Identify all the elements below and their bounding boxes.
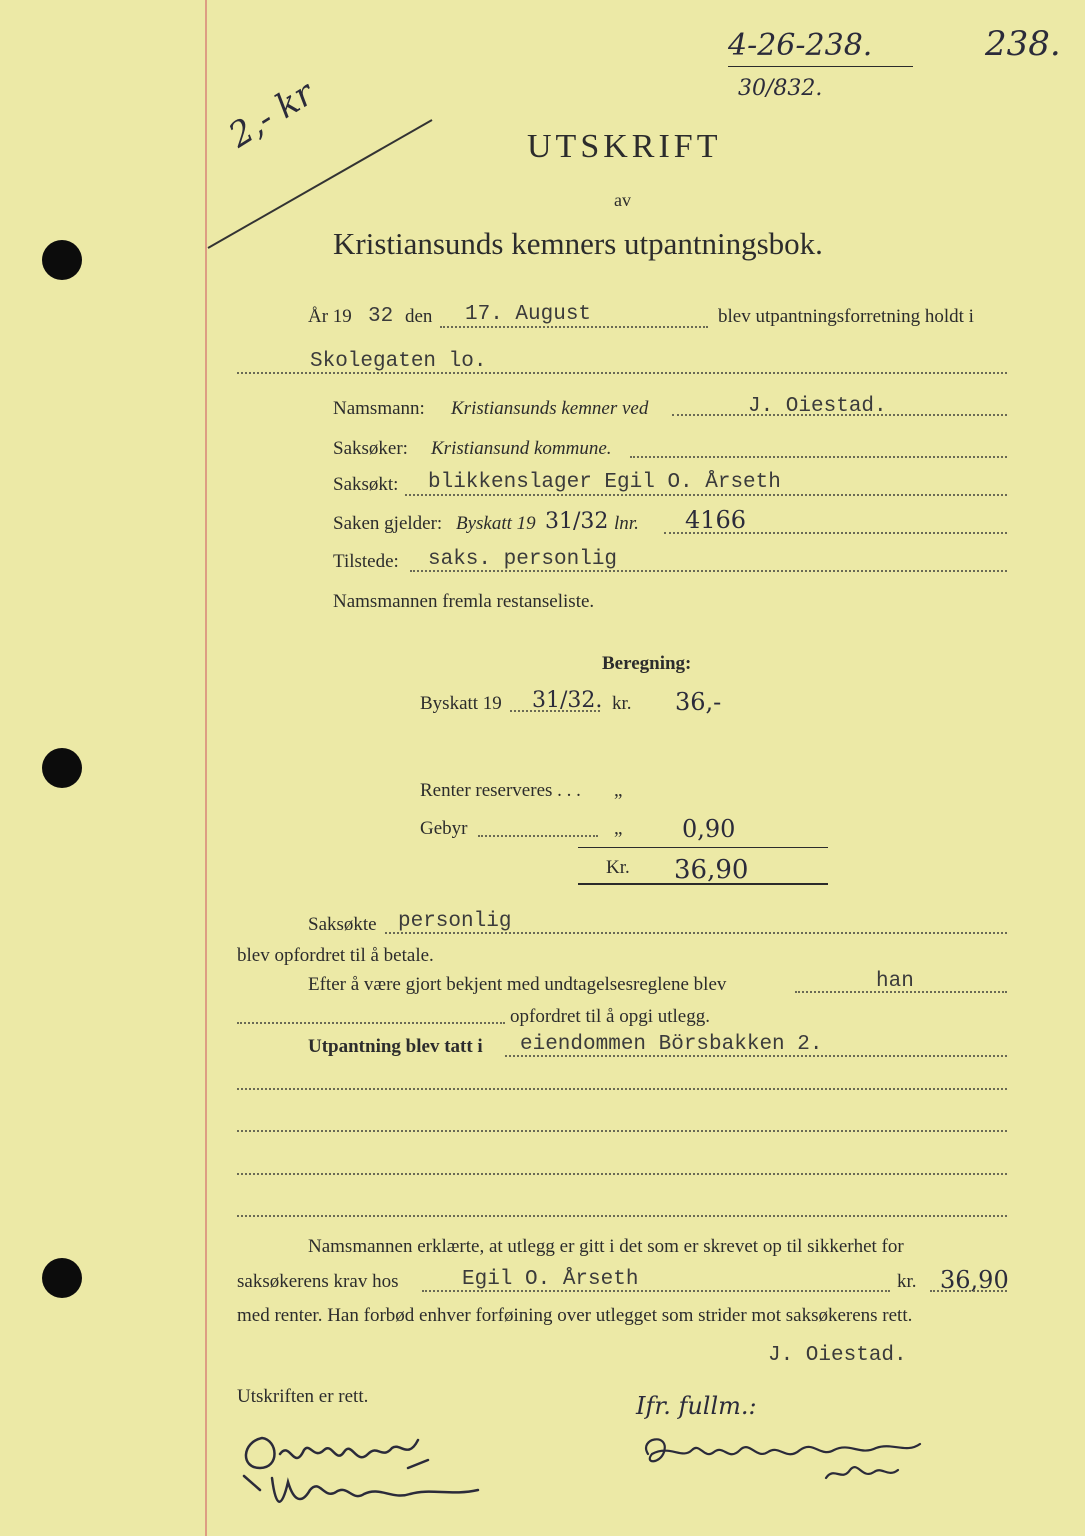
- punch-hole: [42, 240, 82, 280]
- reference-number: 4-26-238.: [728, 28, 873, 63]
- total-amount: 36,90: [674, 855, 749, 885]
- krav-kr: kr.: [897, 1271, 917, 1292]
- namsmann-label: Namsmann:: [333, 398, 425, 419]
- byskatt-label: Byskatt 19: [420, 693, 502, 714]
- document-subtitle: av: [614, 190, 631, 210]
- intro-after: blev utpantningsforretning holdt i: [718, 306, 974, 327]
- sum-rule: [578, 847, 828, 848]
- namsmann-printed: Kristiansunds kemner ved: [451, 398, 649, 419]
- namsmann-dotted-line: [672, 414, 1007, 416]
- efter-text: Efter å være gjort bekjent med undtagelsesreglene blev: [308, 974, 727, 995]
- byskatt-kr: kr.: [612, 693, 632, 714]
- den-label: den: [405, 306, 433, 327]
- opfordret-text: blev opfordret til å betale.: [237, 945, 434, 966]
- calc-heading: Beregning:: [602, 653, 692, 674]
- krav-name: Egil O. Årseth: [462, 1268, 639, 1291]
- saksokt-label: Saksøkt:: [333, 474, 399, 495]
- saken-label: Saken gjelder:: [333, 513, 443, 534]
- saken-printed: Byskatt 19: [456, 513, 536, 534]
- namsmann-value: J. Oiestad.: [748, 395, 887, 418]
- utpantning-value: eiendommen Börsbakken 2.: [520, 1033, 823, 1056]
- opgi-dotted-line: [237, 1022, 505, 1024]
- blank-dotted-line: [237, 1173, 1007, 1175]
- saken-years: 31/32: [545, 509, 609, 534]
- declaration-line3: med renter. Han forbød enhver forføining over utlegget som strider mot saksøkerens rett.: [237, 1305, 913, 1326]
- krav-label: saksøkerens krav hos: [237, 1271, 399, 1292]
- saksoker-label: Saksøker:: [333, 438, 408, 459]
- place-dotted-line: [237, 372, 1007, 374]
- opgi-text: opfordret til å opgi utlegg.: [510, 1006, 710, 1027]
- krav-amount-dotted-line: [930, 1290, 1007, 1292]
- tilstede-value: saks. personlig: [428, 548, 618, 571]
- margin-note: 2,- kr: [222, 73, 321, 156]
- saksokte-label: Saksøkte: [308, 914, 377, 935]
- document-title: UTSKRIFT: [527, 128, 722, 165]
- krav-amount: 36,90: [940, 1266, 1009, 1294]
- right-note: Ifr. fullm.:: [636, 1392, 757, 1420]
- saken-lnr-value: 4166: [685, 506, 747, 534]
- restanse-text: Namsmannen fremla restanseliste.: [333, 591, 595, 612]
- byskatt-amount: 36,-: [675, 688, 722, 716]
- total-rule: [578, 883, 828, 885]
- utpantning-dotted-line: [505, 1055, 1007, 1057]
- saksokte-dotted-line: [385, 932, 1007, 934]
- saken-lnr-label: lnr.: [614, 513, 639, 534]
- year-suffix: 32: [368, 305, 394, 328]
- blank-dotted-line: [237, 1088, 1007, 1090]
- saksoker-printed: Kristiansund kommune.: [431, 438, 612, 459]
- krav-dotted-line: [422, 1290, 890, 1292]
- place-value: Skolegaten lo.: [310, 350, 487, 373]
- declaration-line1: Namsmannen erklærte, at utlegg er gitt i det som er skrevet op til sikkerhet for: [308, 1236, 904, 1257]
- right-signature: [630, 1420, 940, 1490]
- saken-dotted-line: [664, 532, 1007, 534]
- utskriften-text: Utskriften er rett.: [237, 1386, 369, 1407]
- saksokte-value: personlig: [398, 910, 512, 933]
- book-title: Kristiansunds kemners utpantningsbok.: [333, 226, 823, 261]
- byskatt-dotted-line: [510, 710, 600, 712]
- byskatt-years: 31/32.: [532, 688, 603, 713]
- renter-label: Renter reserveres . . .: [420, 780, 581, 801]
- tilstede-dotted-line: [410, 570, 1007, 572]
- tilstede-label: Tilstede:: [333, 551, 399, 572]
- gebyr-dotted-line: [478, 835, 598, 837]
- page-number: 238.: [985, 24, 1061, 64]
- saksoker-dotted-line: [630, 456, 1007, 458]
- utpantning-label: Utpantning blev tatt i: [308, 1036, 483, 1057]
- punch-hole: [42, 1258, 82, 1298]
- date-dotted-line: [440, 326, 708, 328]
- total-label: Kr.: [606, 857, 630, 878]
- gebyr-label: Gebyr: [420, 818, 468, 839]
- blank-dotted-line: [237, 1215, 1007, 1217]
- gebyr-amount: 0,90: [682, 815, 736, 843]
- left-signature: [232, 1420, 492, 1520]
- archive-number: 30/832.: [738, 76, 823, 101]
- year-prefix: År 19: [308, 306, 352, 327]
- reference-underline: [728, 66, 913, 67]
- gebyr-quote: „: [614, 818, 623, 839]
- signed-name: J. Oiestad.: [768, 1344, 907, 1367]
- saksokt-dotted-line: [405, 494, 1007, 496]
- blank-dotted-line: [237, 1130, 1007, 1132]
- efter-dotted-line: [795, 991, 1007, 993]
- date-value: 17. August: [465, 303, 592, 326]
- renter-quote: „: [614, 780, 623, 801]
- punch-hole: [42, 748, 82, 788]
- efter-value: han: [876, 970, 914, 993]
- saksokt-value: blikkenslager Egil O. Årseth: [428, 471, 781, 494]
